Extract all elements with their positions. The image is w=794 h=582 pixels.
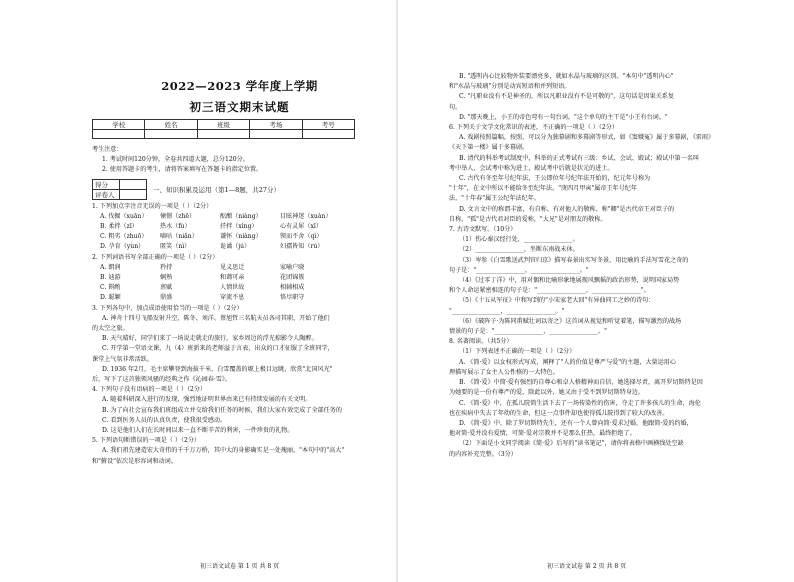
option: B. 柔拌（zī） xyxy=(100,223,138,231)
question-7: 7. 古诗文默写。（10分） xyxy=(449,226,517,234)
option: 谦怀（niàng） xyxy=(220,233,262,241)
q5-line: 和"俯设"依次是形容词和动词。 xyxy=(92,457,177,465)
option: 鼎盛 xyxy=(160,294,173,302)
q8-line: A. 《简·爱》以女权形式写成，阐释了"人的价值是尊严与爱"的主题，大量运用心 xyxy=(459,358,676,366)
q5-line: D. "那天晚上，小王的帝色弯有一句台词。"这个单句的主干是"小王有台词。" xyxy=(459,113,668,121)
q7-line: （3）岑参《白雪歌送武判官归京》描写春景出实写冬景，用比喻的手法写雪花之奇的 xyxy=(459,256,689,264)
option: 憧憬（zhē） xyxy=(160,212,196,220)
q7-line: （2）________________，坐断东南战未休。 xyxy=(459,246,579,254)
option: 和蔼可亲 xyxy=(220,274,245,282)
info-header: 考号 xyxy=(302,120,354,130)
option: 禀赋 xyxy=(160,284,173,292)
q5-line: A. 我们祖先建造宏大奇伟的千千万万桥，其中大的身影确实是一处瑰丽，"本句中的"高大" xyxy=(102,447,345,455)
question-8: 8. 名著阅读。（共5分） xyxy=(449,338,513,346)
q7-line: （5）《十五从军征》中和写到的"小宋家老大回"有异曲同工之妙的诗句： xyxy=(459,297,655,305)
info-cell xyxy=(302,130,354,139)
option: 穿流不息 xyxy=(220,294,245,302)
student-info-table xyxy=(92,119,355,139)
option: D. 孕育（yùn） xyxy=(100,243,145,251)
score-box xyxy=(92,179,147,200)
option: 酝酿（niàng） xyxy=(220,212,262,220)
exam-title: 初三语文期末试题 xyxy=(189,100,290,114)
info-cell xyxy=(145,130,197,139)
notice-line: 2. 使用答题卡的考生，请将答案填写在答题卡的指定位置。 xyxy=(102,166,263,174)
q6-line: B. 清代的科举考试制度中，科举的正式考试有三级：乡试、会试、殿试；殿试中第一名叫 xyxy=(459,154,699,162)
info-header: 姓名 xyxy=(145,120,197,130)
q8-line: 为她要的是一份有尊严的爱，除此以外，她又由于受不到罗切斯特身边。 xyxy=(449,389,644,397)
q8-line: 的内容补充完整。（3分） xyxy=(449,450,517,458)
question-6: 6. 下列关于文学文化常识的表述，不正确的一项是（ ）（2分） xyxy=(449,124,618,132)
info-cell xyxy=(250,130,302,139)
q7-line: 和个人命运紧密相连的句子是："________________，________________"。 xyxy=(449,287,650,295)
info-header: 考场 xyxy=(250,120,302,130)
score-cell xyxy=(120,189,147,199)
q6-line: 自称，"孤"是古代君对臣的爱称，"大兄"是对朋友的敬称。 xyxy=(449,215,607,223)
page-footer: 初三语文试卷 第 2 页 共 8 页 xyxy=(547,563,627,570)
question-1: 1. 下列加点字注音无误的一项是（ ）（2分） xyxy=(92,202,213,210)
q4-line: C. 看到医务人员的认真负责，使我很受感动。 xyxy=(102,416,227,424)
q8-line: 他对简·爱并没有爱情，可简·爱对宗教并不是那么狂热，最终拒绝了。 xyxy=(449,430,636,438)
q7-line: （6）《破阵子·为陈同甫赋壮词以寄之》这首词从视觉和听觉着笔，描写激烈的战场 xyxy=(459,317,682,325)
info-header: 班级 xyxy=(197,120,249,130)
q3-line: A. 神舟十四号飞船发射升空，陈冬、刘洋、蔡旭哲三名航天员各司其职，开始了他们 xyxy=(102,314,330,322)
q6-line: 考中举人，会试考中称为进士，殿试考中后就是状元的进士。 xyxy=(449,164,614,172)
option: 诡谲（jú） xyxy=(220,243,251,251)
info-cell xyxy=(93,130,145,139)
year-title: 2022—2023 学年度上学期 xyxy=(161,79,318,93)
option: 妇孺皆知（rú） xyxy=(280,243,324,251)
question-2: 2. 下列词语书写全部正确的一项是（ ）（2分） xyxy=(92,253,219,261)
q5-line: 和"水晶与玻璃"分别是动宾短语和并列短语。 xyxy=(449,83,571,91)
q7-line: （4）《过零丁洋》中，用对偶和比喻形象地展现风飘摇的政治形势，说明国家局势 xyxy=(459,277,680,285)
q8-line: （2）下面是小文同学阅读《简·爱》后写的"读书笔记"，请你将表格中画横线处空缺 xyxy=(459,440,684,448)
q7-line: "________________，________________。" xyxy=(449,307,565,315)
option: 家喻户晓 xyxy=(280,263,305,271)
q8-line: B. 《简·爱》中简·爱有强烈的自尊心和卓人格精神而自信，她选择尽责，离开罗切斯特是因 xyxy=(459,379,703,387)
option: 见义思迁 xyxy=(220,263,245,271)
q1-options xyxy=(92,212,387,253)
q8-line: 理描写展示了女主人公性格的一大特色。 xyxy=(449,368,559,376)
q3-line: B. 天气晴好，同学们来了一场说走就走的旅行，家乡周边的浮光掠影令人陶醉。 xyxy=(102,335,318,343)
q2-options xyxy=(92,263,387,304)
q6-line: C. 古代有冬至年号纪年法，王公即位年号纪年法开始的，纪元年号称为 xyxy=(459,175,651,183)
q3-line: D. 1936 年2月，毛主席攀登到海拔千米、白雪覆盖的塬上极目远眺，欣赏"北国风光" xyxy=(102,365,333,373)
option: 矜持 xyxy=(160,263,173,271)
q5-line: B. "透明内心比较物外装要漂亮多，就如水晶与玻璃的区别。"本句中"透明内心" xyxy=(459,73,674,80)
option: 心有灵犀（xī） xyxy=(280,223,322,231)
q4-line: B. 为了向社会宣布我们班组成立并交给我们任务的时候，我们大家有效完成了全部任务的 xyxy=(102,406,342,414)
option: C. 斟酌 xyxy=(100,284,121,292)
q6-line: A. 戏剧按照篇幅，按照，可以分为独幕剧和多幕剧等形式，如《窦娥冤》属于多幕剧，《雷雨》 xyxy=(459,134,715,142)
q8-line: C. 《简·爱》中，在孤儿院简生活下去了一场传染性的伤害，夺走了许多孩儿的生命，海伦 xyxy=(459,399,701,407)
option: 锲而不舍（qì） xyxy=(280,233,323,241)
option: 花团锦簇 xyxy=(280,274,305,282)
option: 嘀咕（niǎn） xyxy=(160,233,198,241)
q3-line: 课堂上气氛非常活跃。 xyxy=(92,355,153,363)
option: 人情世故 xyxy=(220,284,245,292)
q8-line: D. 《简·爱》中，除了罗切斯特先生，还有一个人曾向简·爱求过婚，他跟简·爱的约婚， xyxy=(459,419,693,427)
question-3: 3. 下列各句中，加点成语使用恰当的一项是（ ）（2分） xyxy=(92,304,243,312)
option: A. 伐掘（xuān） xyxy=(100,212,148,220)
q8-line: 也在疾病中失去了年幼的生命，但这一点事件却也使得孤儿院得到了较大的改善。 xyxy=(449,409,669,417)
q6-line: D. 文言文中的称谓丰富，有自称、有对他人的敬称、称"卿"是古代帝王对臣子的 xyxy=(459,205,675,213)
q3-line: C. 开学第一堂语文课，九（4）班新来的老师溢于言表，出众的口才征服了全班同学， xyxy=(102,345,334,353)
question-5: 5. 下列语句断错误的一项是（ ）（2分） xyxy=(92,437,201,445)
option: C. 粗劣（zhuō） xyxy=(100,233,148,241)
option: A. 朗润 xyxy=(100,263,121,271)
q5-line: C. "凡职业没有不是神圣的，所以凡职业没有不是可敬的"，这句话是因果关系复 xyxy=(459,93,675,101)
q6-line: "十年"，在文中所以不能给冬至纪年法。"庚四月甲寅"属帝王年号纪年 xyxy=(449,185,637,193)
score-cell xyxy=(120,179,147,189)
option: 目眩神迷（xuàn） xyxy=(280,212,332,220)
grader-label: 评卷人 xyxy=(93,189,120,199)
section-heading: 一、知识积累及运用（第1—8题，共27分） xyxy=(153,185,281,194)
q7-line: 情景的句子是："________________，________________。" xyxy=(449,328,607,336)
notice-line: 1. 考试时间120分钟，全卷共四道大题，总分120分。 xyxy=(102,156,249,164)
q3-line: 的太空之旅。 xyxy=(92,325,129,333)
info-cell xyxy=(197,130,249,139)
page-footer: 初三语文试卷 第 1 页 共 8 页 xyxy=(200,563,280,570)
right-page xyxy=(397,0,794,582)
q6-line: 法，"十年春"属王公纪年法纪年。 xyxy=(449,195,540,203)
question-4: 4. 下列句子没有语病的一项是（ ）（2分） xyxy=(92,386,207,394)
q7-line: （1）伤心秦汉经行处，________________。 xyxy=(459,236,579,244)
option: 热水（fù） xyxy=(160,223,191,231)
q4-line: A. 随着科研深入进行的发现，强烈地证明世界由来已有持续发展的有关文明。 xyxy=(102,396,312,404)
q3-line: 后，写下了这首独领风骚的经典之作《沁园春·雪》。 xyxy=(92,376,232,384)
q6-line: 《天下第一楼》属于多幕剧。 xyxy=(449,144,529,152)
q8-line: （1）下列表述不正确的一项是（ ）（2分） xyxy=(459,348,576,356)
q7-line: 句子是："________________，________________。" xyxy=(449,266,589,274)
notice-title: 考生注意： xyxy=(92,146,123,153)
score-label: 得分 xyxy=(93,179,120,189)
option: B. 迪游 xyxy=(100,274,121,282)
option: 恪尽职守 xyxy=(280,294,305,302)
score-row xyxy=(92,179,387,200)
info-header: 学校 xyxy=(93,120,145,130)
option: 相辅相成 xyxy=(280,284,305,292)
option: 娴熟 xyxy=(160,274,173,282)
q4-line: D. 这是他们人们在长时间以来一直不断辛苦的利害，一件珍贵的礼物。 xyxy=(102,427,294,435)
q5-line: 句。 xyxy=(449,103,462,111)
option: 扦拌（xìng） xyxy=(220,223,258,231)
option: 匿笑（nì） xyxy=(160,243,191,251)
option: D. 聪颖 xyxy=(100,294,121,302)
